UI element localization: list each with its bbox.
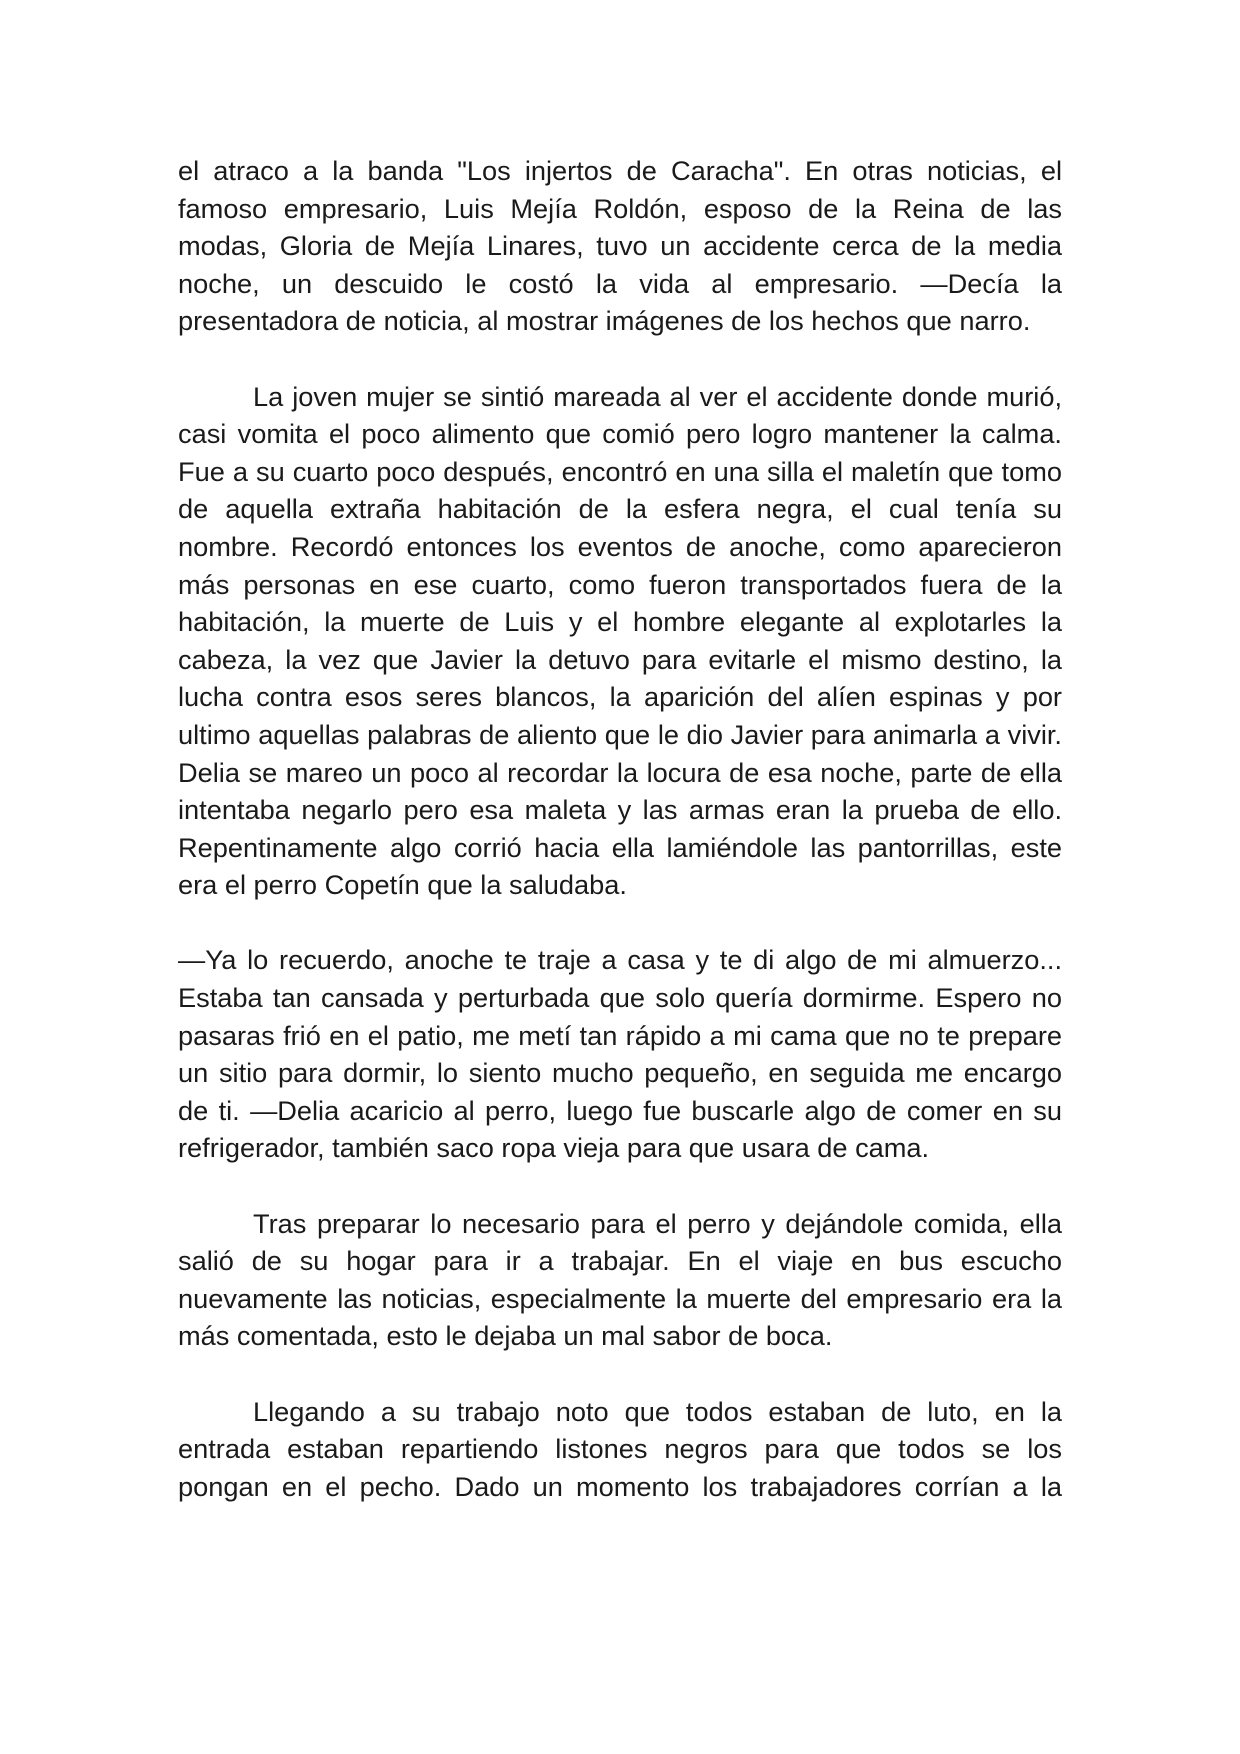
paragraph-workplace: Llegando a su trabajo noto que todos estaban de luto, en la entrada estaban repartiendo listones negros para que todos se los pongan en el pecho. Dado un momento los trabajadores corrían a la — [178, 1395, 1062, 1502]
body-text — [178, 152, 1062, 1543]
paragraph-recollection: La joven mujer se sintió mareada al ver el accidente donde murió, casi vomita el poco alimento que comió pero logro mantener la calma. Fue a su cuarto poco después, encontró en una silla el maletín que tomo de aquella extraña habitación de la esfera negra, el cual tenía su nombre. Recordó entonces los eventos de anoche, como aparecieron más personas en ese cuarto, como fueron transportados fuera de la habitación, la muerte de Luis y el hombre elegante al explotarles la cabeza, la vez que Javier la detuvo para evitarle el mismo destino, la lucha contra esos seres blancos, la aparición del alíen espinas y por ultimo aquellas palabras de aliento que le dio Javier para animarla a vivir. Delia se mareo un poco al recordar la locura de esa noche, parte de ella intentaba negarlo pero esa maleta y las armas eran la prueba de ello. Repentinamente algo corrió hacia ella lamiéndole las pantorrillas, este era el perro Copetín que la saludaba. — [178, 380, 1062, 901]
paragraph-bus-ride: Tras preparar lo necesario para el perro y dejándole comida, ella salió de su hogar para ir a trabajar. En el viaje en bus escucho nuevamente las noticias, especialmente la muerte del empresario era la más comentada, esto le dejaba un mal sabor de boca. — [178, 1207, 1062, 1352]
paragraph-dialogue: —Ya lo recuerdo, anoche te traje a casa y te di algo de mi almuerzo... Estaba tan cansada y perturbada que solo quería dormirme. Espero no pasaras frió en el patio, me metí tan rápido a mi cama que no te prepare un sitio para dormir, lo siento mucho pequeño, en seguida me encargo de ti. —Delia acaricio al perro, luego fue buscarle algo de comer en su refrigerador, también saco ropa vieja para que usara de cama. — [178, 944, 1062, 1164]
paragraph-continuation: el atraco a la banda "Los injertos de Caracha". En otras noticias, el famoso empresario, Luis Mejía Roldón, esposo de la Reina de las modas, Gloria de Mejía Linares, tuvo un accidente cerca de la media noche, un descuido le costó la vida al empresario. —Decía la presentadora de noticia, al mostrar imágenes de los hechos que narro. — [178, 155, 1062, 337]
